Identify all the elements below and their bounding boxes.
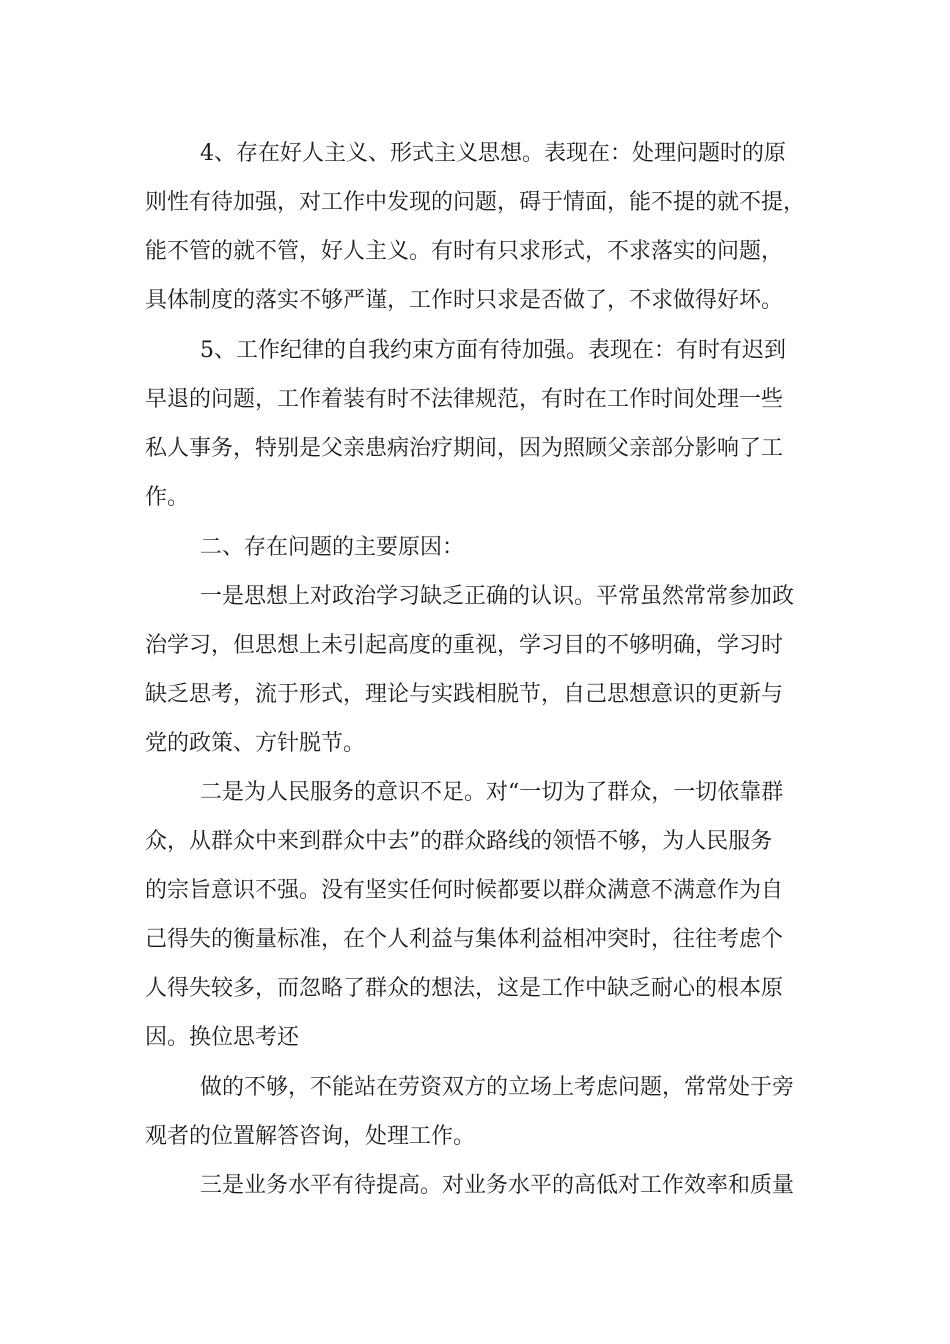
text-line: 三是业务水平有待提高。对业务水平的高低对工作效率和质量	[200, 1173, 795, 1198]
text-line: 党的政策、方针脱节。	[145, 731, 366, 756]
text-line: 观者的位置解答咨询，处理工作。	[145, 1124, 476, 1149]
text-line: 则性有待加强，对工作中发现的问题，碍于情面，能不提的就不提，	[145, 190, 806, 215]
text-line: 因。换位思考还	[145, 1025, 300, 1050]
section-heading: 二、存在问题的主要原因：	[200, 535, 465, 560]
text-line: 二是为人民服务的意识不足。对“一切为了群众，一切依靠群	[200, 780, 784, 805]
text-line: 私人事务，特别是父亲患病治疗期间，因为照顾父亲部分影响了工	[145, 436, 784, 461]
text-line: 4、存在好人主义、形式主义思想。表现在：处理问题时的原	[200, 141, 786, 166]
text-line: 治学习，但思想上未引起高度的重视，学习目的不够明确，学习时	[145, 633, 784, 658]
text-line: 具体制度的落实不够严谨，工作时只求是否做了，不求做得好坏。	[145, 288, 784, 313]
text-line: 己得失的衡量标准，在个人利益与集体利益相冲突时，往往考虑个	[145, 927, 784, 952]
text-line: 众，从群众中来到群众中去”的群众路线的领悟不够，为人民服务	[145, 829, 773, 854]
text-line: 人得失较多，而忽略了群众的想法，这是工作中缺乏耐心的根本原	[145, 976, 784, 1001]
text-line: 作。	[145, 485, 190, 510]
text-line: 一是思想上对政治学习缺乏正确的认识。平常虽然常常参加政	[200, 584, 795, 609]
text-line: 早退的问题，工作着装有时不法律规范，有时在工作时间处理一些	[145, 387, 784, 412]
text-line: 的宗旨意识不强。没有坚实任何时候都要以群众满意不满意作为自	[145, 878, 784, 903]
text-line: 5、工作纪律的自我约束方面有待加强。表现在：有时有迟到	[200, 338, 786, 363]
text-line: 做的不够，不能站在劳资双方的立场上考虑问题，常常处于旁	[200, 1075, 795, 1100]
text-line: 能不管的就不管，好人主义。有时有只求形式，不求落实的问题，	[145, 239, 784, 264]
text-line: 缺乏思考，流于形式，理论与实践相脱节，自己思想意识的更新与	[145, 682, 784, 707]
